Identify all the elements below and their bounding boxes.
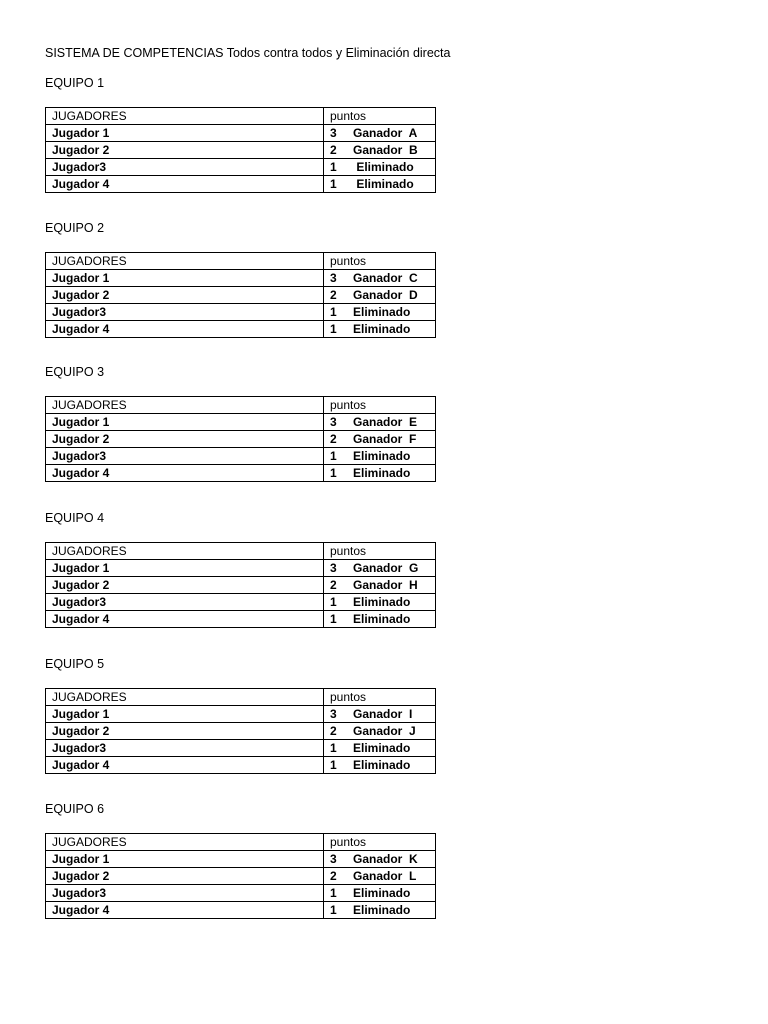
result-label: Ganador I [353,707,413,721]
player-name: Jugador 1 [46,851,324,868]
table-header-row [46,543,436,560]
result-label: Ganador J [353,724,416,738]
points-value: 1 [330,177,337,191]
table-row [46,560,436,577]
table-row [46,885,436,902]
result-label: Ganador K [353,852,418,866]
points-cell [324,868,436,885]
points-value: 3 [330,271,337,285]
table-row [46,125,436,142]
points-value: 2 [330,578,337,592]
player-name: Jugador 4 [46,902,324,919]
player-name: Jugador 2 [46,723,324,740]
points-cell [324,723,436,740]
table-row [46,142,436,159]
result-label: Eliminado [353,903,411,917]
table-header-row [46,397,436,414]
points-value: 1 [330,305,337,319]
column-header-players: JUGADORES [46,397,324,414]
player-name: Jugador 1 [46,560,324,577]
points-cell [324,287,436,304]
points-value: 2 [330,869,337,883]
player-name: Jugador 1 [46,414,324,431]
result-label: Ganador A [353,126,418,140]
points-cell [324,414,436,431]
points-cell [324,270,436,287]
points-cell [324,757,436,774]
table-row [46,431,436,448]
table-row [46,868,436,885]
team-score-table [45,107,436,193]
player-name: Jugador 4 [46,321,324,338]
result-label: Eliminado [353,612,411,626]
column-header-points: puntos [324,689,436,706]
column-header-players: JUGADORES [46,108,324,125]
team-score-table [45,688,436,774]
result-label: Ganador H [353,578,418,592]
table-row [46,270,436,287]
result-label: Eliminado [353,305,411,319]
points-value: 1 [330,741,337,755]
points-value: 1 [330,886,337,900]
player-name: Jugador3 [46,304,324,321]
points-cell [324,125,436,142]
result-label: Eliminado [353,177,414,191]
player-name: Jugador 1 [46,706,324,723]
points-cell [324,611,436,628]
points-cell [324,594,436,611]
column-header-points: puntos [324,253,436,270]
points-cell [324,706,436,723]
player-name: Jugador 2 [46,287,324,304]
player-name: Jugador 4 [46,757,324,774]
column-header-points: puntos [324,834,436,851]
player-name: Jugador3 [46,448,324,465]
table-header-row [46,834,436,851]
team-score-table [45,833,436,919]
column-header-points: puntos [324,543,436,560]
team-score-table [45,396,436,482]
result-label: Eliminado [353,449,411,463]
player-name: Jugador 1 [46,270,324,287]
points-cell [324,176,436,193]
points-value: 3 [330,561,337,575]
result-label: Eliminado [353,466,411,480]
table-row [46,723,436,740]
column-header-players: JUGADORES [46,253,324,270]
player-name: Jugador 2 [46,868,324,885]
team-heading: EQUIPO 5 [45,657,105,671]
column-header-points: puntos [324,397,436,414]
team-heading: EQUIPO 3 [45,365,105,379]
player-name: Jugador3 [46,885,324,902]
player-name: Jugador 2 [46,431,324,448]
team-score-table [45,542,436,628]
table-row [46,448,436,465]
result-label: Ganador D [353,288,418,302]
table-header-row [46,108,436,125]
points-cell [324,159,436,176]
table-row [46,321,436,338]
column-header-players: JUGADORES [46,543,324,560]
column-header-points: puntos [324,108,436,125]
table-row [46,851,436,868]
table-row [46,465,436,482]
column-header-players: JUGADORES [46,834,324,851]
result-label: Ganador F [353,432,417,446]
points-cell [324,902,436,919]
table-row [46,176,436,193]
team-heading: EQUIPO 6 [45,802,105,816]
points-cell [324,465,436,482]
points-cell [324,321,436,338]
result-label: Eliminado [353,886,411,900]
points-value: 1 [330,758,337,772]
points-cell [324,885,436,902]
column-header-players: JUGADORES [46,689,324,706]
points-cell [324,448,436,465]
player-name: Jugador 2 [46,142,324,159]
team-heading: EQUIPO 4 [45,511,105,525]
table-row [46,706,436,723]
points-value: 1 [330,160,337,174]
player-name: Jugador 4 [46,611,324,628]
points-cell [324,304,436,321]
table-row [46,304,436,321]
points-cell [324,431,436,448]
player-name: Jugador3 [46,740,324,757]
player-name: Jugador 4 [46,465,324,482]
points-cell [324,851,436,868]
points-value: 3 [330,852,337,866]
points-value: 1 [330,449,337,463]
table-row [46,159,436,176]
points-value: 1 [330,903,337,917]
points-cell [324,142,436,159]
points-value: 2 [330,724,337,738]
result-label: Ganador E [353,415,418,429]
result-label: Eliminado [353,595,411,609]
points-value: 3 [330,707,337,721]
points-value: 1 [330,612,337,626]
result-label: Ganador B [353,143,418,157]
points-value: 2 [330,288,337,302]
player-name: Jugador3 [46,594,324,611]
points-value: 2 [330,143,337,157]
team-heading: EQUIPO 1 [45,76,105,90]
result-label: Ganador G [353,561,419,575]
player-name: Jugador 1 [46,125,324,142]
player-name: Jugador 2 [46,577,324,594]
result-label: Eliminado [353,758,411,772]
points-cell [324,560,436,577]
table-row [46,611,436,628]
table-row [46,757,436,774]
table-row [46,287,436,304]
table-row [46,414,436,431]
result-label: Eliminado [353,741,411,755]
result-label: Eliminado [353,160,414,174]
team-heading: EQUIPO 2 [45,221,105,235]
result-label: Ganador L [353,869,417,883]
table-header-row [46,689,436,706]
table-header-row [46,253,436,270]
points-cell [324,740,436,757]
table-row [46,740,436,757]
points-value: 3 [330,415,337,429]
points-value: 3 [330,126,337,140]
points-value: 1 [330,322,337,336]
table-row [46,902,436,919]
player-name: Jugador 4 [46,176,324,193]
table-row [46,577,436,594]
points-value: 2 [330,432,337,446]
points-value: 1 [330,595,337,609]
player-name: Jugador3 [46,159,324,176]
points-cell [324,577,436,594]
table-row [46,594,436,611]
result-label: Eliminado [353,322,411,336]
page-title: SISTEMA DE COMPETENCIAS Todos contra todos y Eliminación directa [45,46,451,60]
points-value: 1 [330,466,337,480]
result-label: Ganador C [353,271,418,285]
team-score-table [45,252,436,338]
